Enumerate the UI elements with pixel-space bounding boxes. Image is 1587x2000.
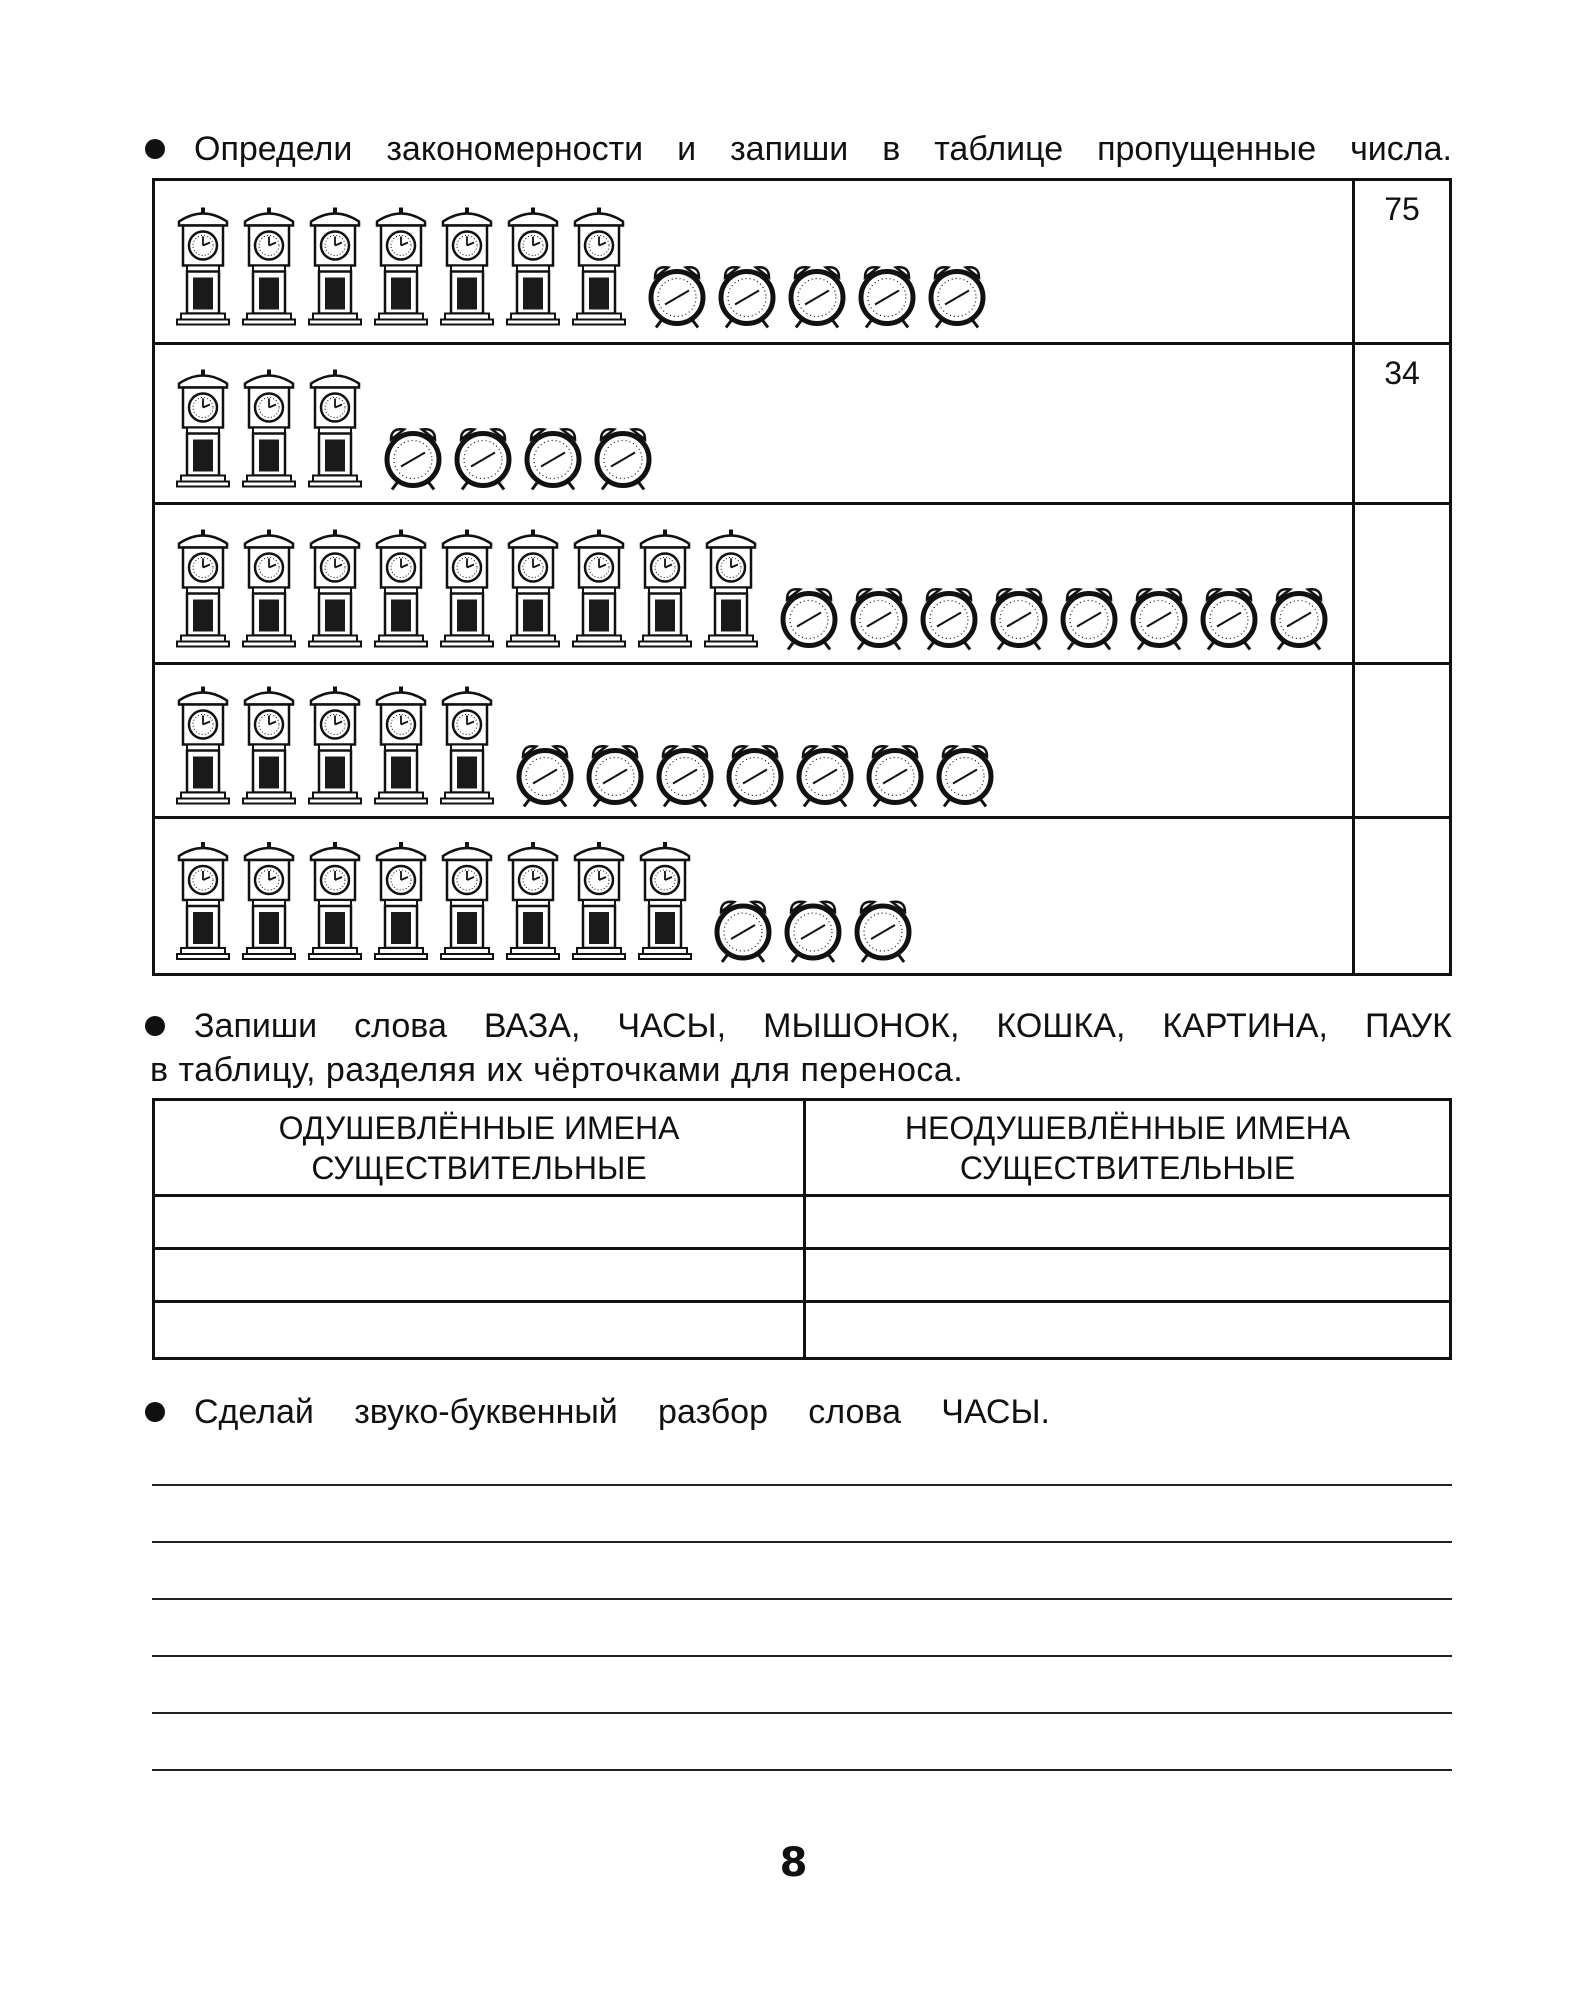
- alarm-clock-icon: [589, 746, 641, 806]
- clocks-row-4: [155, 665, 1345, 816]
- answer-cell[interactable]: 34: [1352, 345, 1449, 502]
- alarm-clock-icon: [527, 429, 579, 489]
- alarm-clock-icon: [597, 429, 649, 489]
- grandfather-clock-icon: [441, 842, 493, 959]
- clocks-row-2: [155, 345, 1345, 502]
- task-2-text-line-2: в таблицу, разделяя их чёрточками для переноса.: [150, 1051, 964, 1089]
- page-number: 8: [779, 1840, 808, 1886]
- grandfather-clock-icon: [177, 842, 229, 959]
- grandfather-clock-icon: [309, 208, 361, 325]
- answer-cell[interactable]: [1352, 665, 1449, 816]
- inanimate-nouns-header: НЕОДУШЕВЛЁННЫЕ ИМЕНА СУЩЕСТВИТЕЛЬНЫЕ: [806, 1101, 1449, 1197]
- grandfather-clock-icon: [573, 530, 625, 647]
- grandfather-clock-icon: [639, 530, 691, 647]
- alarm-clock-icon: [1203, 589, 1255, 649]
- alarm-clock-icon: [923, 589, 975, 649]
- animate-nouns-column: [155, 1101, 806, 1357]
- writing-line[interactable]: [152, 1712, 1452, 1714]
- answer-cell[interactable]: [1352, 505, 1449, 662]
- task-3-text: Сделай звуко-буквенный разбор слова ЧАСЫ.: [194, 1393, 1050, 1431]
- alarm-clock-icon: [387, 429, 439, 489]
- grandfather-clock-icon: [309, 687, 361, 804]
- writing-line[interactable]: [152, 1655, 1452, 1657]
- grandfather-clock-icon: [243, 687, 295, 804]
- answer-cell[interactable]: [155, 1303, 803, 1356]
- writing-line[interactable]: [152, 1484, 1452, 1486]
- grandfather-clock-icon: [639, 842, 691, 959]
- alarm-clock-icon: [791, 267, 843, 327]
- alarm-clock-icon: [993, 589, 1045, 649]
- grandfather-clock-icon: [243, 370, 295, 487]
- animate-nouns-header: ОДУШЕВЛЁННЫЕ ИМЕНА СУЩЕСТВИТЕЛЬНЫЕ: [155, 1101, 803, 1197]
- grandfather-clock-icon: [375, 687, 427, 804]
- writing-line[interactable]: [152, 1769, 1452, 1771]
- alarm-clock-icon: [869, 746, 921, 806]
- grandfather-clock-icon: [573, 208, 625, 325]
- clocks-row-1: [155, 181, 1345, 342]
- grandfather-clock-icon: [309, 530, 361, 647]
- answer-cell[interactable]: [1352, 819, 1449, 973]
- table-row: [155, 505, 1449, 665]
- bullet-icon: [145, 1016, 165, 1036]
- table-row: [155, 345, 1449, 505]
- bullet-icon: [145, 1402, 165, 1422]
- answer-cell[interactable]: [155, 1250, 803, 1303]
- grandfather-clock-icon: [441, 530, 493, 647]
- alarm-clock-icon: [853, 589, 905, 649]
- grandfather-clock-icon: [705, 530, 757, 647]
- answer-cell[interactable]: [155, 1197, 803, 1250]
- grandfather-clock-icon: [441, 687, 493, 804]
- alarm-clock-icon: [1133, 589, 1185, 649]
- alarm-clock-icon: [857, 902, 909, 962]
- grandfather-clock-icon: [573, 842, 625, 959]
- alarm-clock-icon: [799, 746, 851, 806]
- grandfather-clock-icon: [177, 208, 229, 325]
- nouns-table: [152, 1098, 1452, 1360]
- grandfather-clock-icon: [309, 842, 361, 959]
- alarm-clock-icon: [931, 267, 983, 327]
- grandfather-clock-icon: [177, 530, 229, 647]
- clock-pattern-table: [152, 178, 1452, 976]
- alarm-clock-icon: [717, 902, 769, 962]
- grandfather-clock-icon: [507, 842, 559, 959]
- task-1-text: Определи закономерности и запиши в таблице пропущенные числа.: [194, 130, 1452, 168]
- bullet-icon: [145, 139, 165, 159]
- inanimate-nouns-column: [806, 1101, 1449, 1357]
- alarm-clock-icon: [519, 746, 571, 806]
- grandfather-clock-icon: [243, 530, 295, 647]
- alarm-clock-icon: [783, 589, 835, 649]
- alarm-clock-icon: [1273, 589, 1325, 649]
- writing-line[interactable]: [152, 1598, 1452, 1600]
- grandfather-clock-icon: [243, 208, 295, 325]
- answer-cell[interactable]: [806, 1250, 1449, 1303]
- grandfather-clock-icon: [507, 530, 559, 647]
- writing-line[interactable]: [152, 1541, 1452, 1543]
- grandfather-clock-icon: [441, 208, 493, 325]
- grandfather-clock-icon: [507, 208, 559, 325]
- alarm-clock-icon: [729, 746, 781, 806]
- alarm-clock-icon: [861, 267, 913, 327]
- grandfather-clock-icon: [375, 208, 427, 325]
- clocks-row-5: [155, 819, 1345, 973]
- alarm-clock-icon: [651, 267, 703, 327]
- alarm-clock-icon: [721, 267, 773, 327]
- answer-cell[interactable]: 75: [1352, 181, 1449, 342]
- grandfather-clock-icon: [243, 842, 295, 959]
- alarm-clock-icon: [659, 746, 711, 806]
- grandfather-clock-icon: [177, 370, 229, 487]
- table-row: [155, 181, 1449, 345]
- grandfather-clock-icon: [375, 842, 427, 959]
- alarm-clock-icon: [457, 429, 509, 489]
- grandfather-clock-icon: [375, 530, 427, 647]
- clocks-row-3: [155, 505, 1345, 662]
- table-row: [155, 665, 1449, 819]
- grandfather-clock-icon: [177, 687, 229, 804]
- table-row: [155, 819, 1449, 973]
- task-2-text-line-1: Запиши слова ВАЗА, ЧАСЫ, МЫШОНОК, КОШКА, КАРТИНА, ПАУК: [194, 1007, 1452, 1045]
- alarm-clock-icon: [787, 902, 839, 962]
- task-2-instruction: [150, 1004, 1452, 1094]
- answer-cell[interactable]: [806, 1197, 1449, 1250]
- answer-cell[interactable]: [806, 1303, 1449, 1356]
- alarm-clock-icon: [1063, 589, 1115, 649]
- alarm-clock-icon: [939, 746, 991, 806]
- grandfather-clock-icon: [309, 370, 361, 487]
